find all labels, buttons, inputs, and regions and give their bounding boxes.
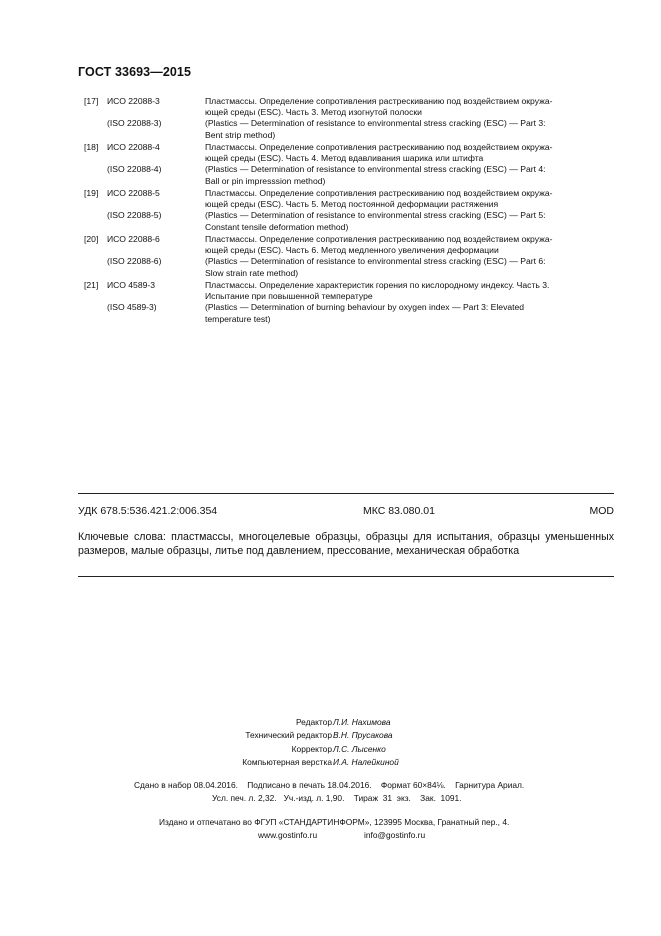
- publisher-website[interactable]: www.gostinfo.ru: [258, 830, 318, 840]
- credit-role: Технический редактор: [245, 730, 332, 741]
- reference-number: [21]: [84, 280, 99, 290]
- reference-item: [84, 188, 608, 234]
- udk-code: УДК 678.5:536.421.2:006.354: [78, 505, 218, 517]
- reference-title-ru: Испытание при повышенной температуре: [205, 291, 373, 302]
- reference-code: ИСО 22088-5: [107, 188, 160, 198]
- reference-code-en: (ISO 22088-6): [107, 256, 162, 267]
- keywords-line: Ключевые слова: пластмассы, многоцелевые образцы, образцы для испытания, образцы уменьшенных: [78, 531, 614, 543]
- reference-title-en: Bent strip method): [205, 129, 276, 140]
- reference-title-ru: ющей среды (ESC). Часть 3. Метод изогнутой полоски: [205, 107, 422, 118]
- credit-role: Корректор: [291, 743, 332, 754]
- reference-title-en: Slow strain rate method): [205, 267, 299, 278]
- reference-code-en: (ISO 22088-5): [107, 210, 162, 221]
- reference-item: [84, 234, 608, 280]
- reference-title-en: (Plastics — Determination of resistance to environmental stress cracking (ESC) — Part 5:: [205, 210, 546, 221]
- mks-code: МКС 83.080.01: [363, 505, 435, 517]
- reference-code: ИСО 22088-6: [107, 234, 160, 244]
- reference-item: [84, 96, 608, 142]
- reference-title-en: (Plastics — Determination of resistance to environmental stress cracking (ESC) — Part 4:: [205, 164, 546, 175]
- publisher-email[interactable]: info@gostinfo.ru: [364, 830, 426, 840]
- reference-code-en: (ISO 22088-4): [107, 164, 162, 175]
- credit-person: Л.С. Лысенко: [333, 743, 386, 754]
- reference-number: [20]: [84, 234, 99, 244]
- reference-title-ru: ющей среды (ESC). Часть 4. Метод вдавливания шарика или штифта: [205, 153, 484, 164]
- bibliography-list: [84, 96, 608, 326]
- reference-number: [18]: [84, 142, 99, 152]
- reference-title-ru: Пластмассы. Определение сопротивления растрескиванию под воздействием окружа-: [205, 142, 553, 152]
- reference-title-en: Constant tensile deformation method): [205, 221, 349, 232]
- publisher-address: Издано и отпечатано во ФГУП «СТАНДАРТИНФОРМ», 123995 Москва, Гранатный пер., 4.: [159, 817, 510, 827]
- imprint-line: Усл. печ. л. 2,32. Уч.-изд. л. 1,90. Тираж 31 экз. Зак. 1091.: [212, 793, 462, 803]
- reference-number: [17]: [84, 96, 99, 106]
- imprint-line: Сдано в набор 08.04.2016. Подписано в печать 18.04.2016. Формат 60×84⅛. Гарнитура Ариал.: [134, 780, 525, 790]
- divider: [78, 576, 614, 577]
- reference-title-en: (Plastics — Determination of resistance to environmental stress cracking (ESC) — Part 3:: [205, 118, 546, 129]
- credit-role: Компьютерная верстка: [242, 757, 332, 768]
- reference-title-ru: ющей среды (ESC). Часть 6. Метод медленного увеличения деформации: [205, 245, 499, 256]
- reference-title-en: (Plastics — Determination of burning behaviour by oxygen index — Part 3: Elevated: [205, 302, 525, 313]
- credit-line: [180, 716, 480, 729]
- reference-title-ru: Пластмассы. Определение сопротивления растрескиванию под воздействием окружа-: [205, 234, 553, 244]
- divider: [78, 493, 614, 494]
- credit-line: [180, 729, 480, 742]
- reference-item: [84, 142, 608, 188]
- reference-title-en: temperature test): [205, 313, 271, 324]
- credit-person: В.Н. Прусакова: [333, 730, 393, 741]
- reference-title-en: (Plastics — Determination of resistance to environmental stress cracking (ESC) — Part 6:: [205, 256, 546, 267]
- reference-title-en: Ball or pin impresssion method): [205, 175, 326, 186]
- keywords: [78, 530, 614, 558]
- reference-code-en: (ISO 4589-3): [107, 302, 157, 313]
- credit-role: Редактор: [295, 717, 332, 727]
- mod-label: MOD: [589, 505, 614, 517]
- reference-code: ИСО 22088-3: [107, 96, 160, 106]
- credits-block: [180, 716, 480, 770]
- reference-title-ru: Пластмассы. Определение сопротивления растрескиванию под воздействием окружа-: [205, 188, 553, 198]
- reference-item: [84, 280, 608, 326]
- credit-person: Л.И. Нахимова: [333, 717, 391, 727]
- credit-person: И.А. Налейкиной: [333, 757, 399, 768]
- reference-number: [19]: [84, 188, 99, 198]
- reference-title-ru: ющей среды (ESC). Часть 5. Метод постоянной деформации растяжения: [205, 199, 499, 210]
- credit-line: [180, 756, 480, 769]
- reference-title-ru: Пластмассы. Определение сопротивления растрескиванию под воздействием окружа-: [205, 96, 553, 106]
- keywords-line: размеров, малые образцы, литье под давлением, прессование, механическая обработка: [78, 545, 520, 557]
- credit-line: [180, 743, 480, 756]
- reference-code: ИСО 4589-3: [107, 280, 156, 290]
- reference-code: ИСО 22088-4: [107, 142, 160, 152]
- document-header: ГОСТ 33693—2015: [78, 65, 192, 79]
- reference-code-en: (ISO 22088-3): [107, 118, 162, 129]
- reference-title-ru: Пластмассы. Определение характеристик горения по кислородному индексу. Часть 3.: [205, 280, 550, 290]
